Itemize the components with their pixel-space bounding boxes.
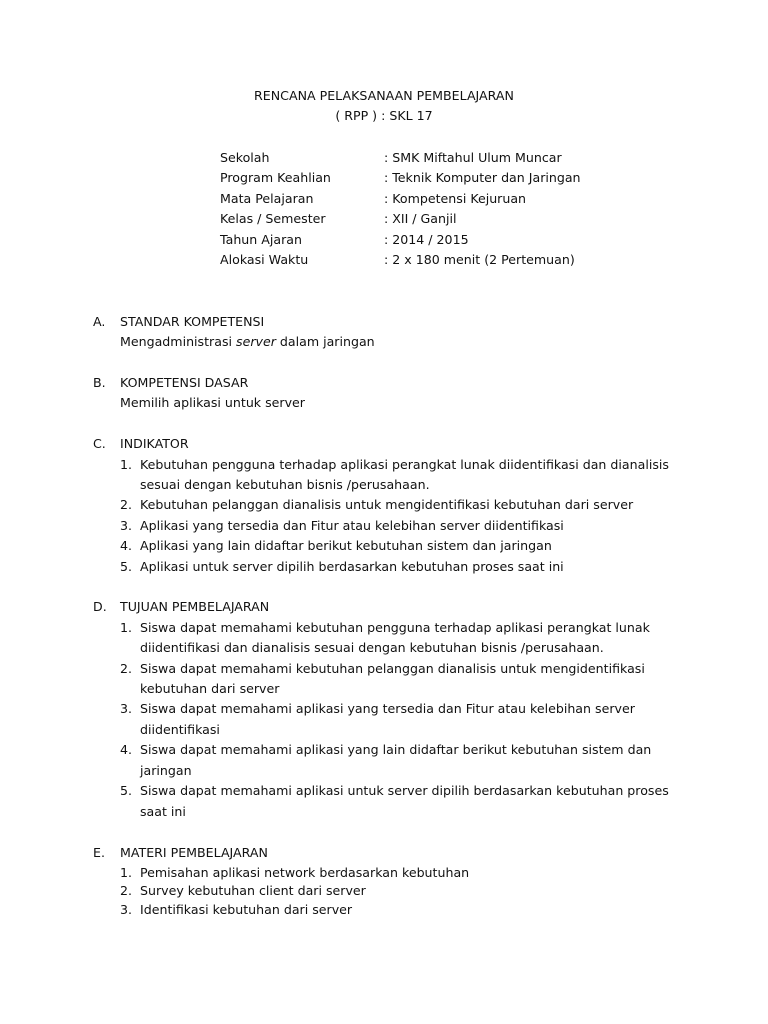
- list-item-number: 2.: [120, 497, 133, 512]
- list-item-text: Kebutuhan pelanggan dianalisis untuk mengidentifikasi kebutuhan dari server: [140, 497, 634, 512]
- info-value: : Kompetensi Kejuruan: [384, 191, 527, 206]
- doc-subtitle: ( RPP ) : SKL 17: [335, 108, 433, 123]
- list-item-number: 3.: [120, 902, 133, 917]
- list-item-text: Aplikasi yang tersedia dan Fitur atau kelebihan server diidentifikasi: [140, 518, 564, 533]
- list-item-text: Siswa dapat memahami aplikasi yang tersedia dan Fitur atau kelebihan server: [140, 701, 635, 716]
- list-item-text: diidentifikasi dan dianalisis sesuai dengan kebutuhan bisnis /perusahaan.: [140, 640, 604, 655]
- list-item-number: 1.: [120, 865, 133, 880]
- info-value: : Teknik Komputer dan Jaringan: [384, 170, 581, 185]
- section-e-letter: E.: [93, 845, 105, 860]
- info-value: : XII / Ganjil: [384, 211, 457, 226]
- section-d-title: TUJUAN PEMBELAJARAN: [120, 599, 270, 614]
- list-item-number: 2.: [120, 661, 133, 676]
- list-item-text: Kebutuhan pengguna terhadap aplikasi perangkat lunak diidentifikasi dan dianalisis: [140, 457, 669, 472]
- list-item-number: 4.: [120, 538, 133, 553]
- section-b-letter: B.: [93, 375, 106, 390]
- list-item-text: sesuai dengan kebutuhan bisnis /perusahaan.: [140, 477, 430, 492]
- section-a-text-italic: server: [236, 334, 276, 349]
- list-item-text: Survey kebutuhan client dari server: [140, 883, 366, 898]
- section-e-title: MATERI PEMBELAJARAN: [120, 845, 268, 860]
- info-value: : SMK Miftahul Ulum Muncar: [384, 150, 562, 165]
- list-item-text: kebutuhan dari server: [140, 681, 280, 696]
- info-label: Program Keahlian: [220, 170, 331, 185]
- list-item-number: 3.: [120, 518, 133, 533]
- section-c-title: INDIKATOR: [120, 436, 189, 451]
- list-item-text: jaringan: [140, 763, 192, 778]
- section-a-text: [120, 334, 375, 349]
- list-item-number: 3.: [120, 701, 133, 716]
- list-item-text: Siswa dapat memahami aplikasi yang lain didaftar berikut kebutuhan sistem dan: [140, 742, 652, 757]
- section-d-letter: D.: [93, 599, 107, 614]
- info-value: : 2 x 180 menit (2 Pertemuan): [384, 252, 575, 267]
- list-item-number: 2.: [120, 883, 133, 898]
- list-item-text: diidentifikasi: [140, 722, 220, 737]
- list-item-number: 5.: [120, 559, 133, 574]
- list-item-text: Siswa dapat memahami kebutuhan pelanggan dianalisis untuk mengidentifikasi: [140, 661, 645, 676]
- info-label: Alokasi Waktu: [220, 252, 309, 267]
- list-item-text: Aplikasi yang lain didaftar berikut kebutuhan sistem dan jaringan: [140, 538, 552, 553]
- list-item-text: Siswa dapat memahami kebutuhan pengguna terhadap aplikasi perangkat lunak: [140, 620, 650, 635]
- list-item-text: Aplikasi untuk server dipilih berdasarkan kebutuhan proses saat ini: [140, 559, 564, 574]
- info-value: : 2014 / 2015: [384, 232, 469, 247]
- doc-title: RENCANA PELAKSANAAN PEMBELAJARAN: [254, 88, 514, 103]
- list-item-text: Pemisahan aplikasi network berdasarkan kebutuhan: [140, 865, 470, 880]
- info-label: Tahun Ajaran: [220, 232, 302, 247]
- list-item-number: 5.: [120, 783, 133, 798]
- list-item-text: Identifikasi kebutuhan dari server: [140, 902, 353, 917]
- list-item-number: 4.: [120, 742, 133, 757]
- list-item-number: 1.: [120, 620, 133, 635]
- section-c-letter: C.: [93, 436, 106, 451]
- list-item-text: saat ini: [140, 804, 186, 819]
- section-a-title: STANDAR KOMPETENSI: [120, 314, 265, 329]
- info-label: Sekolah: [220, 150, 270, 165]
- section-a-letter: A.: [93, 314, 106, 329]
- info-label: Kelas / Semester: [220, 211, 326, 226]
- info-label: Mata Pelajaran: [220, 191, 314, 206]
- section-b-title: KOMPETENSI DASAR: [120, 375, 249, 390]
- list-item-number: 1.: [120, 457, 133, 472]
- section-b-text: Memilih aplikasi untuk server: [120, 395, 305, 410]
- section-a-text-1: Mengadministrasi: [120, 334, 237, 349]
- section-a-text-2: dalam jaringan: [275, 334, 375, 349]
- list-item-text: Siswa dapat memahami aplikasi untuk server dipilih berdasarkan kebutuhan proses: [140, 783, 669, 798]
